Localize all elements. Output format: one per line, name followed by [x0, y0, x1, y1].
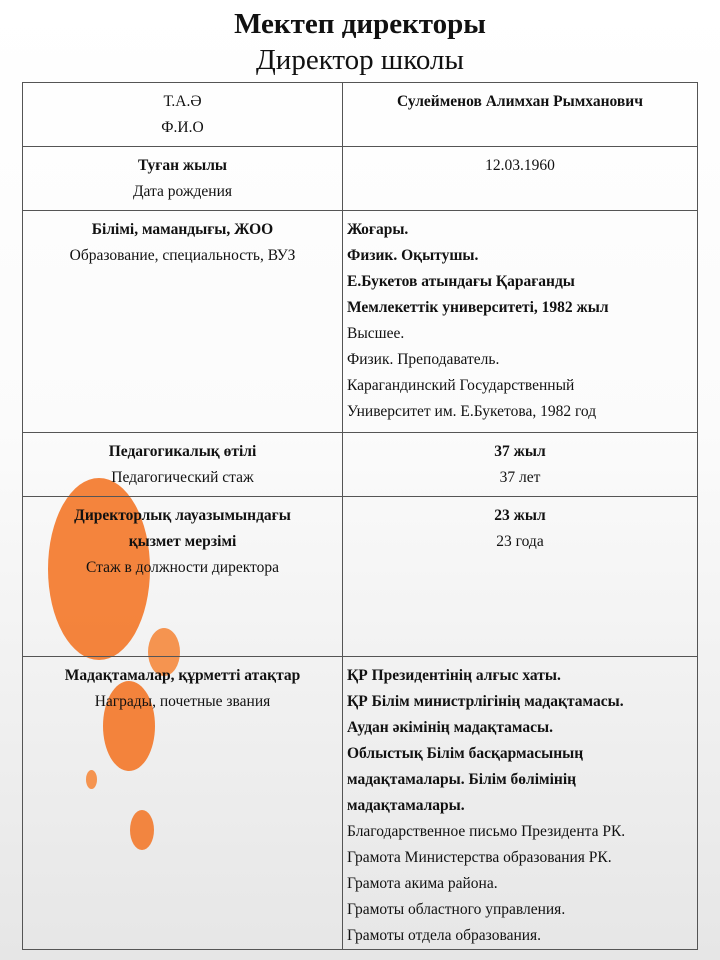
- label-kz: қызмет мерзімі: [128, 533, 237, 550]
- award-line: Благодарственное письмо Президента РК.: [347, 823, 626, 840]
- full-name: Сулейменов Алимхан Рымханович: [397, 93, 643, 110]
- value-cell: [343, 657, 698, 950]
- experience-ru: 37 лет: [499, 469, 541, 486]
- table-row-teaching-experience: [23, 433, 698, 497]
- tenure-kz: 23 жыл: [494, 507, 546, 524]
- education-line: Мемлекеттік университеті, 1982 жыл: [347, 299, 609, 316]
- label-ru: Дата рождения: [132, 183, 233, 200]
- value-cell: [343, 211, 698, 433]
- director-info-table: [22, 82, 698, 950]
- tenure-ru: 23 года: [496, 533, 544, 550]
- label-kz: Мадақтамалар, құрметті атақтар: [64, 667, 301, 684]
- label-kz: Білімі, мамандығы, ЖОО: [91, 221, 274, 238]
- value-cell: [343, 497, 698, 657]
- label-ru: Педагогический стаж: [111, 469, 254, 486]
- award-line: Грамота акима района.: [347, 875, 498, 892]
- award-line: мадақтамалары. Білім бөлімінің: [347, 771, 577, 788]
- table-row-birthdate: [23, 147, 698, 211]
- award-line: Грамоты отдела образования.: [347, 927, 542, 944]
- table-row-awards: [23, 657, 698, 950]
- label-ru: Образование, специальность, ВУЗ: [69, 247, 296, 264]
- education-line: Жоғары.: [347, 221, 409, 238]
- label-ru: Стаж в должности директора: [86, 559, 279, 576]
- education-line: Е.Букетов атындағы Қарағанды: [347, 273, 575, 290]
- education-line: Физик. Оқытушы.: [347, 247, 479, 264]
- value-cell: [343, 147, 698, 211]
- education-line: Физик. Преподаватель.: [347, 351, 500, 368]
- value-cell: [343, 433, 698, 497]
- label-ru: Награды, почетные звания: [94, 693, 271, 710]
- birth-date: 12.03.1960: [485, 157, 555, 174]
- label-cell: [23, 211, 343, 433]
- label-cell: [23, 657, 343, 950]
- table-row-name: [23, 83, 698, 147]
- award-line: мадақтамалары.: [347, 797, 465, 814]
- award-line: Аудан әкімінің мадақтамасы.: [347, 719, 553, 736]
- label-kz: Директорлық лауазымындағы: [74, 507, 291, 524]
- label-cell: [23, 497, 343, 657]
- experience-kz: 37 жыл: [494, 443, 546, 460]
- label-kz: Педагогикалық өтілі: [108, 443, 257, 460]
- page-title-kz: Мектеп директоры: [234, 8, 486, 40]
- award-line: Грамота Министерства образования РК.: [347, 849, 612, 866]
- table-row-education: [23, 211, 698, 433]
- value-cell: [343, 83, 698, 147]
- label-cell: [23, 147, 343, 211]
- education-line: Университет им. Е.Букетова, 1982 год: [347, 403, 597, 420]
- education-line: Высшее.: [347, 325, 405, 342]
- award-line: Грамоты областного управления.: [347, 901, 566, 918]
- award-line: Облыстық Білім басқармасының: [347, 745, 584, 762]
- table-row-director-tenure: [23, 497, 698, 657]
- page-title-ru: Директор школы: [256, 44, 464, 76]
- education-line: Карагандинский Государственный: [347, 377, 575, 394]
- label-kz: Туған жылы: [137, 157, 228, 174]
- label-ru: Ф.И.О: [161, 119, 204, 136]
- label-cell: [23, 83, 343, 147]
- label-cell: [23, 433, 343, 497]
- award-line: ҚР Президентінің алғыс хаты.: [347, 667, 561, 684]
- award-line: ҚР Білім министрлігінің мадақтамасы.: [347, 693, 624, 710]
- label-kz: Т.А.Ә: [163, 93, 202, 110]
